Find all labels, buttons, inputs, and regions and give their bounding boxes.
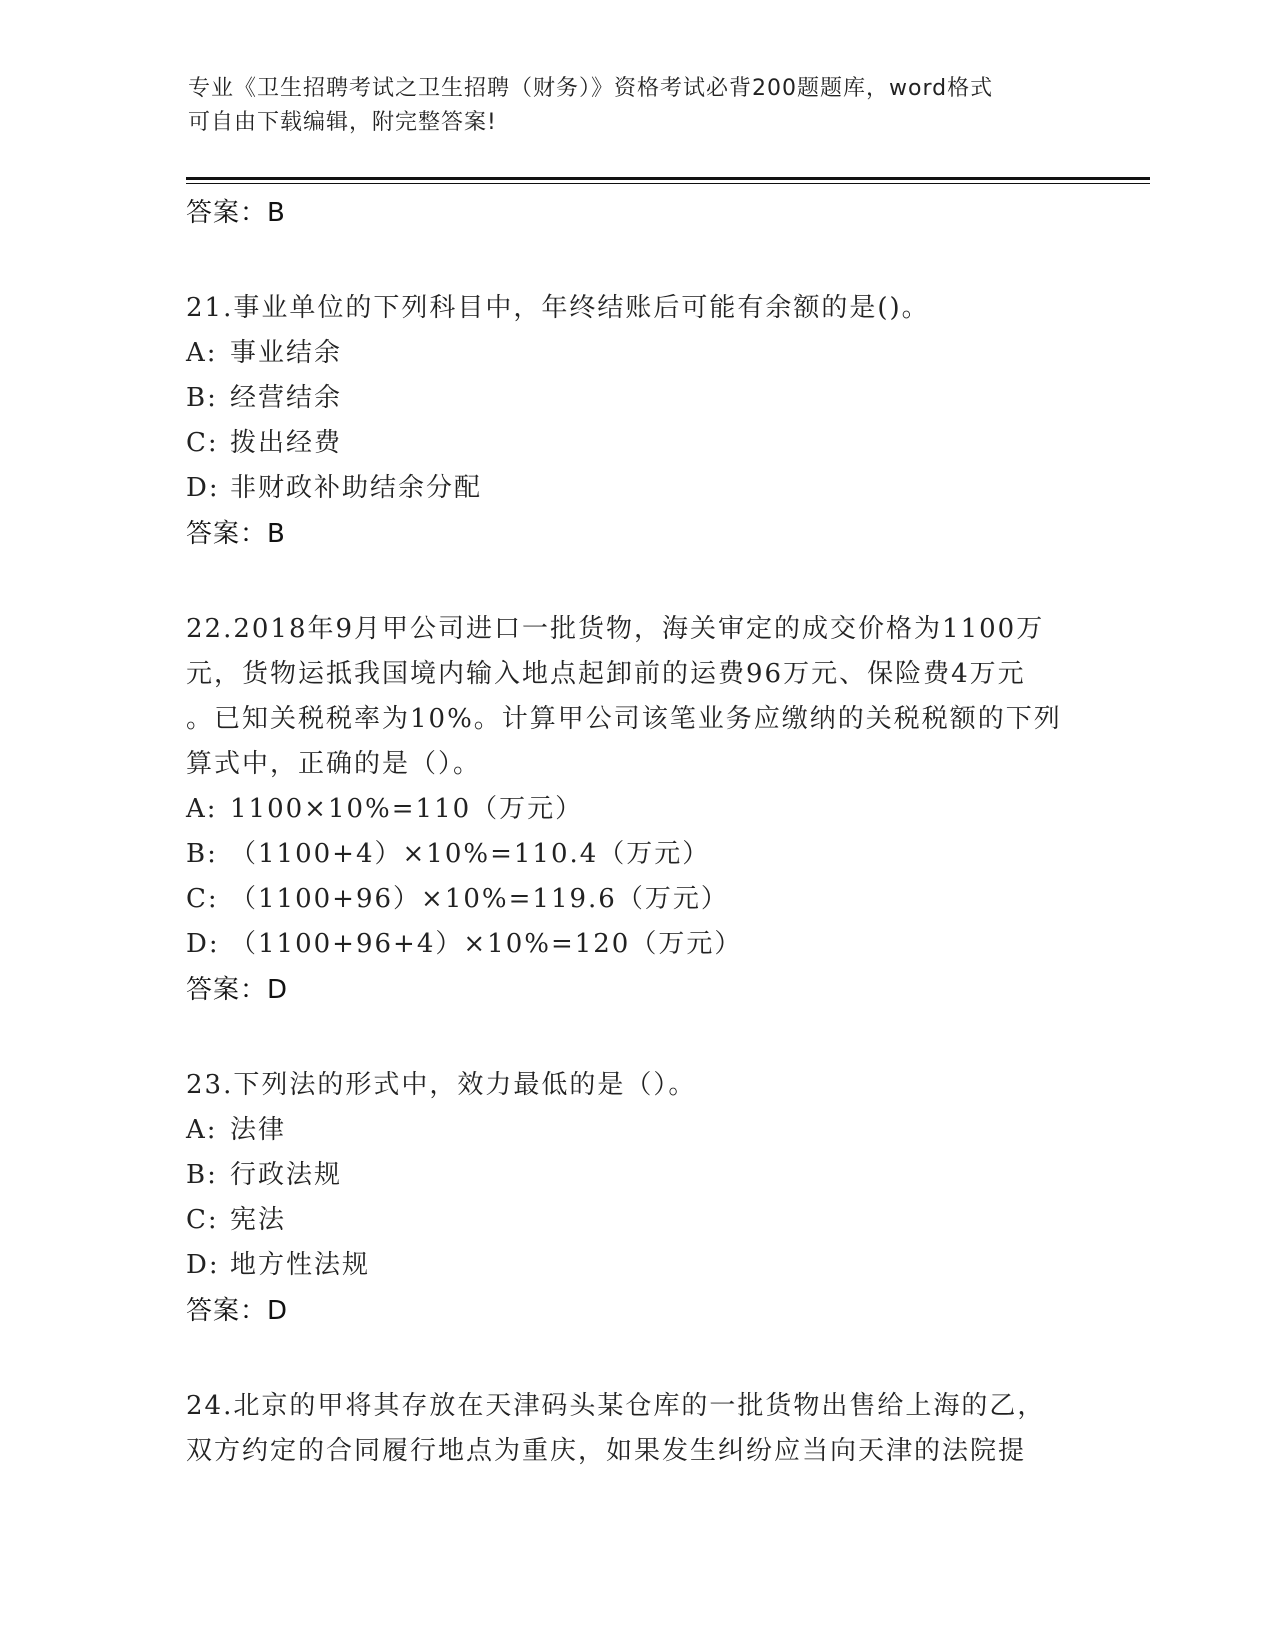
answer-value: B bbox=[267, 198, 286, 228]
spacer bbox=[186, 1013, 1086, 1059]
header-rule-thick bbox=[186, 177, 1150, 180]
option-c: C: （1100+96）×10%=119.6（万元） bbox=[186, 884, 729, 914]
option-d: D: 地方性法规 bbox=[186, 1250, 371, 1280]
question-21 bbox=[186, 286, 1086, 331]
option-b: B: 行政法规 bbox=[186, 1160, 343, 1190]
question-list bbox=[186, 190, 1086, 1474]
option-d: D: 非财政补助结余分配 bbox=[186, 473, 483, 503]
option-b: B: 经营结余 bbox=[186, 383, 343, 413]
option-c: C: 宪法 bbox=[186, 1205, 287, 1235]
answer-value: D bbox=[267, 975, 289, 1005]
question-text-line: 元，货物运抵我国境内输入地点起卸前的运费96万元、保险费4万元 bbox=[186, 659, 1026, 689]
question-text-line: 双方约定的合同履行地点为重庆，如果发生纠纷应当向天津的法院提 bbox=[186, 1436, 1027, 1466]
option-a: A: 1100×10%=110（万元） bbox=[186, 794, 584, 824]
question-text-line: 。已知关税税率为10%。计算甲公司该笔业务应缴纳的关税税额的下列 bbox=[186, 704, 1062, 734]
question-23 bbox=[186, 1063, 1086, 1108]
question-text-line: 21.事业单位的下列科目中，年终结账后可能有余额的是()。 bbox=[186, 293, 930, 323]
question-text-line: 23.下列法的形式中，效力最低的是（）。 bbox=[186, 1070, 697, 1100]
answer-line: 答案：D bbox=[186, 1296, 289, 1326]
spacer bbox=[186, 1334, 1086, 1380]
question-24 bbox=[186, 1384, 1086, 1474]
option-c: C: 拨出经费 bbox=[186, 428, 343, 458]
option-d: D: （1100+96+4）×10%=120（万元） bbox=[186, 929, 743, 959]
answer-line: 答案：D bbox=[186, 975, 289, 1005]
question-22 bbox=[186, 607, 1086, 787]
answer-value: B bbox=[267, 519, 286, 549]
option-b: B: （1100+4）×10%=110.4（万元） bbox=[186, 839, 711, 869]
answer-line: 答案：B bbox=[186, 519, 286, 549]
answer-value: D bbox=[267, 1296, 289, 1326]
document-header bbox=[188, 72, 1088, 140]
header-rule-thin bbox=[186, 183, 1150, 184]
option-a: A: 事业结余 bbox=[186, 338, 343, 368]
question-text-line: 22.2018年9月甲公司进口一批货物，海关审定的成交价格为1100万 bbox=[186, 614, 1045, 644]
option-a: A: 法律 bbox=[186, 1115, 287, 1145]
spacer bbox=[186, 236, 1086, 282]
question-text-line: 24.北京的甲将其存放在天津码头某仓库的一批货物出售给上海的乙， bbox=[186, 1391, 1046, 1421]
spacer bbox=[186, 557, 1086, 603]
answer-line: 答案：B bbox=[186, 198, 286, 228]
header-line-2: 可自由下载编辑，附完整答案! bbox=[188, 110, 497, 135]
question-text-line: 算式中，正确的是（）。 bbox=[186, 749, 482, 779]
header-line-1: 专业《卫生招聘考试之卫生招聘（财务）》资格考试必背200题题库，word格式 bbox=[188, 76, 994, 101]
